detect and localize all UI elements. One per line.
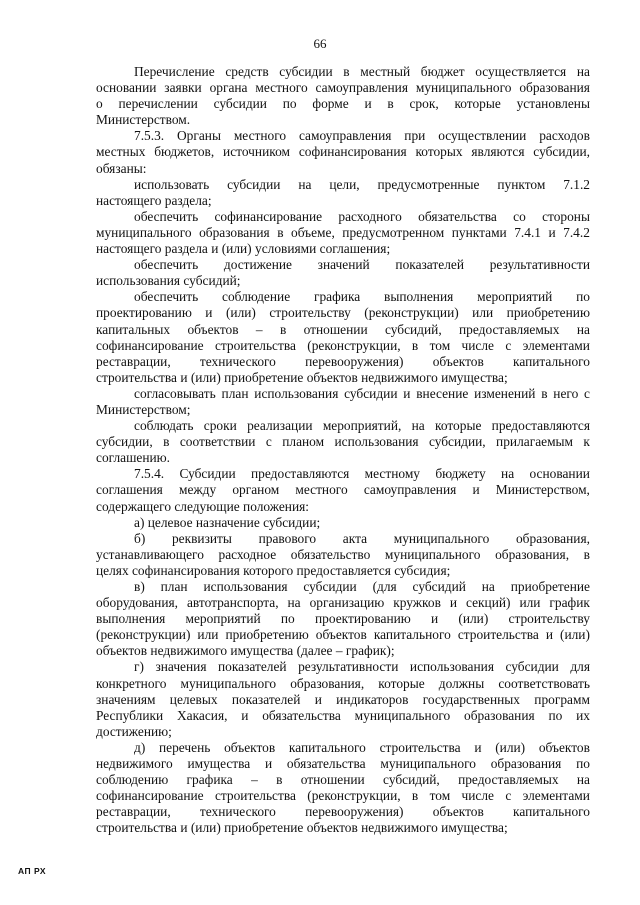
text-line: соглашению. xyxy=(96,450,171,466)
text-line: содержащего следующие положения: xyxy=(96,498,309,514)
text-line: софинансирование строительства (реконструкции, в том числе с элементами xyxy=(96,337,590,353)
text-line: Республики Хакасия, и обязательства муниципального образования по их xyxy=(96,707,590,723)
text-line: настоящего раздела и (или) условиями соглашения; xyxy=(96,241,391,257)
text-line: согласовывать план использования субсидии и внесение изменений в него с xyxy=(134,385,590,401)
text-line: достижению; xyxy=(96,723,172,739)
text-line: основании заявки органа местного самоуправления муниципального образования xyxy=(96,80,590,96)
text-line: софинансирование строительства (реконструкции, в том числе с элементами xyxy=(96,788,590,804)
text-line: 7.5.3. Органы местного самоуправления при осуществлении расходов xyxy=(134,128,590,144)
page-number: 66 xyxy=(313,36,327,51)
text-line: недвижимого имущества и обязательства муниципального образования по xyxy=(96,756,590,772)
text-line: строительства и (или) приобретение объектов недвижимого имущества; xyxy=(96,369,508,385)
text-line: капитальных объектов – в отношении субсидий, предоставляемых на xyxy=(96,321,590,337)
text-line: местных бюджетов, источником софинансирования которых являются субсидии, xyxy=(96,144,590,160)
text-line: д) перечень объектов капитального строительства и (или) объектов xyxy=(134,739,590,755)
text-line: в) план использования субсидии (для субсидий на приобретение xyxy=(134,579,590,594)
text-line: 7.5.4. Субсидии предоставляются местному бюджету на основании xyxy=(134,466,590,482)
text-line: конкретного муниципального образования, которые должны соответствовать xyxy=(96,675,590,691)
text-line: соблюдать сроки реализации мероприятий, на которые предоставляются xyxy=(134,418,590,434)
text-line: настоящего раздела; xyxy=(96,192,212,208)
text-line: Министерством. xyxy=(96,112,191,128)
text-line: (реконструкции) или приобретению объектов капитального строительства и (или) xyxy=(96,627,590,643)
text-line: использования субсидий; xyxy=(96,273,241,289)
footer-code: АП РХ xyxy=(18,866,47,876)
text-line: целях софинансирования которого предоставляется субсидия; xyxy=(96,562,451,578)
text-line: Перечисление средств субсидии в местный бюджет осуществляется на xyxy=(134,64,590,79)
text-line: устанавливающего расходное обязательство муниципального образования, в xyxy=(96,546,590,562)
text-line: обеспечить достижение значений показателей результативности xyxy=(134,257,590,273)
text-line: б) реквизиты правового акта муниципального образования, xyxy=(134,530,590,546)
text-line: Министерством; xyxy=(96,401,191,417)
text-line: обеспечить софинансирование расходного обязательства со стороны xyxy=(134,208,590,224)
text-line: муниципального образования в объеме, предусмотренном пунктами 7.4.1 и 7.4.2 xyxy=(96,224,590,240)
text-line: о перечислении субсидии по форме и в срок, которые установлены xyxy=(96,96,590,112)
text-line: строительства и (или) приобретение объектов недвижимого имущества; xyxy=(96,820,508,836)
text-line: обеспечить соблюдение графика выполнения мероприятий по xyxy=(134,289,590,305)
text-line: обязаны: xyxy=(96,160,147,176)
text-line: оборудования, автотранспорта, на организацию кружков и секций) или график xyxy=(96,595,590,611)
text-line: субсидии, в соответствии с планом использования субсидии, прилагаемым к xyxy=(96,434,590,450)
document-body xyxy=(96,64,590,837)
text-line: соглашения между органом местного самоуправления и Министерством, xyxy=(96,482,590,498)
text-line: реставрации, технического перевооружения) объектов капитального xyxy=(96,353,590,369)
text-line: объектов недвижимого имущества (далее – график); xyxy=(96,643,395,659)
text-line: проектированию и (или) строительству (реконструкции) или приобретению xyxy=(96,305,590,321)
text-line: реставрации, технического перевооружения) объектов капитального xyxy=(96,804,590,820)
text-line: использовать субсидии на цели, предусмотренные пунктом 7.1.2 xyxy=(134,176,590,192)
text-line: выполнения мероприятий по проектированию и (или) строительству xyxy=(96,611,590,627)
text-line: а) целевое назначение субсидии; xyxy=(134,514,321,530)
text-line: значениям целевых показателей и индикаторов государственных программ xyxy=(96,691,590,707)
text-line: соблюдению графика – в отношении субсидий, предоставляемых на xyxy=(96,772,590,788)
text-line: г) значения показателей результативности использования субсидии для xyxy=(134,659,590,675)
